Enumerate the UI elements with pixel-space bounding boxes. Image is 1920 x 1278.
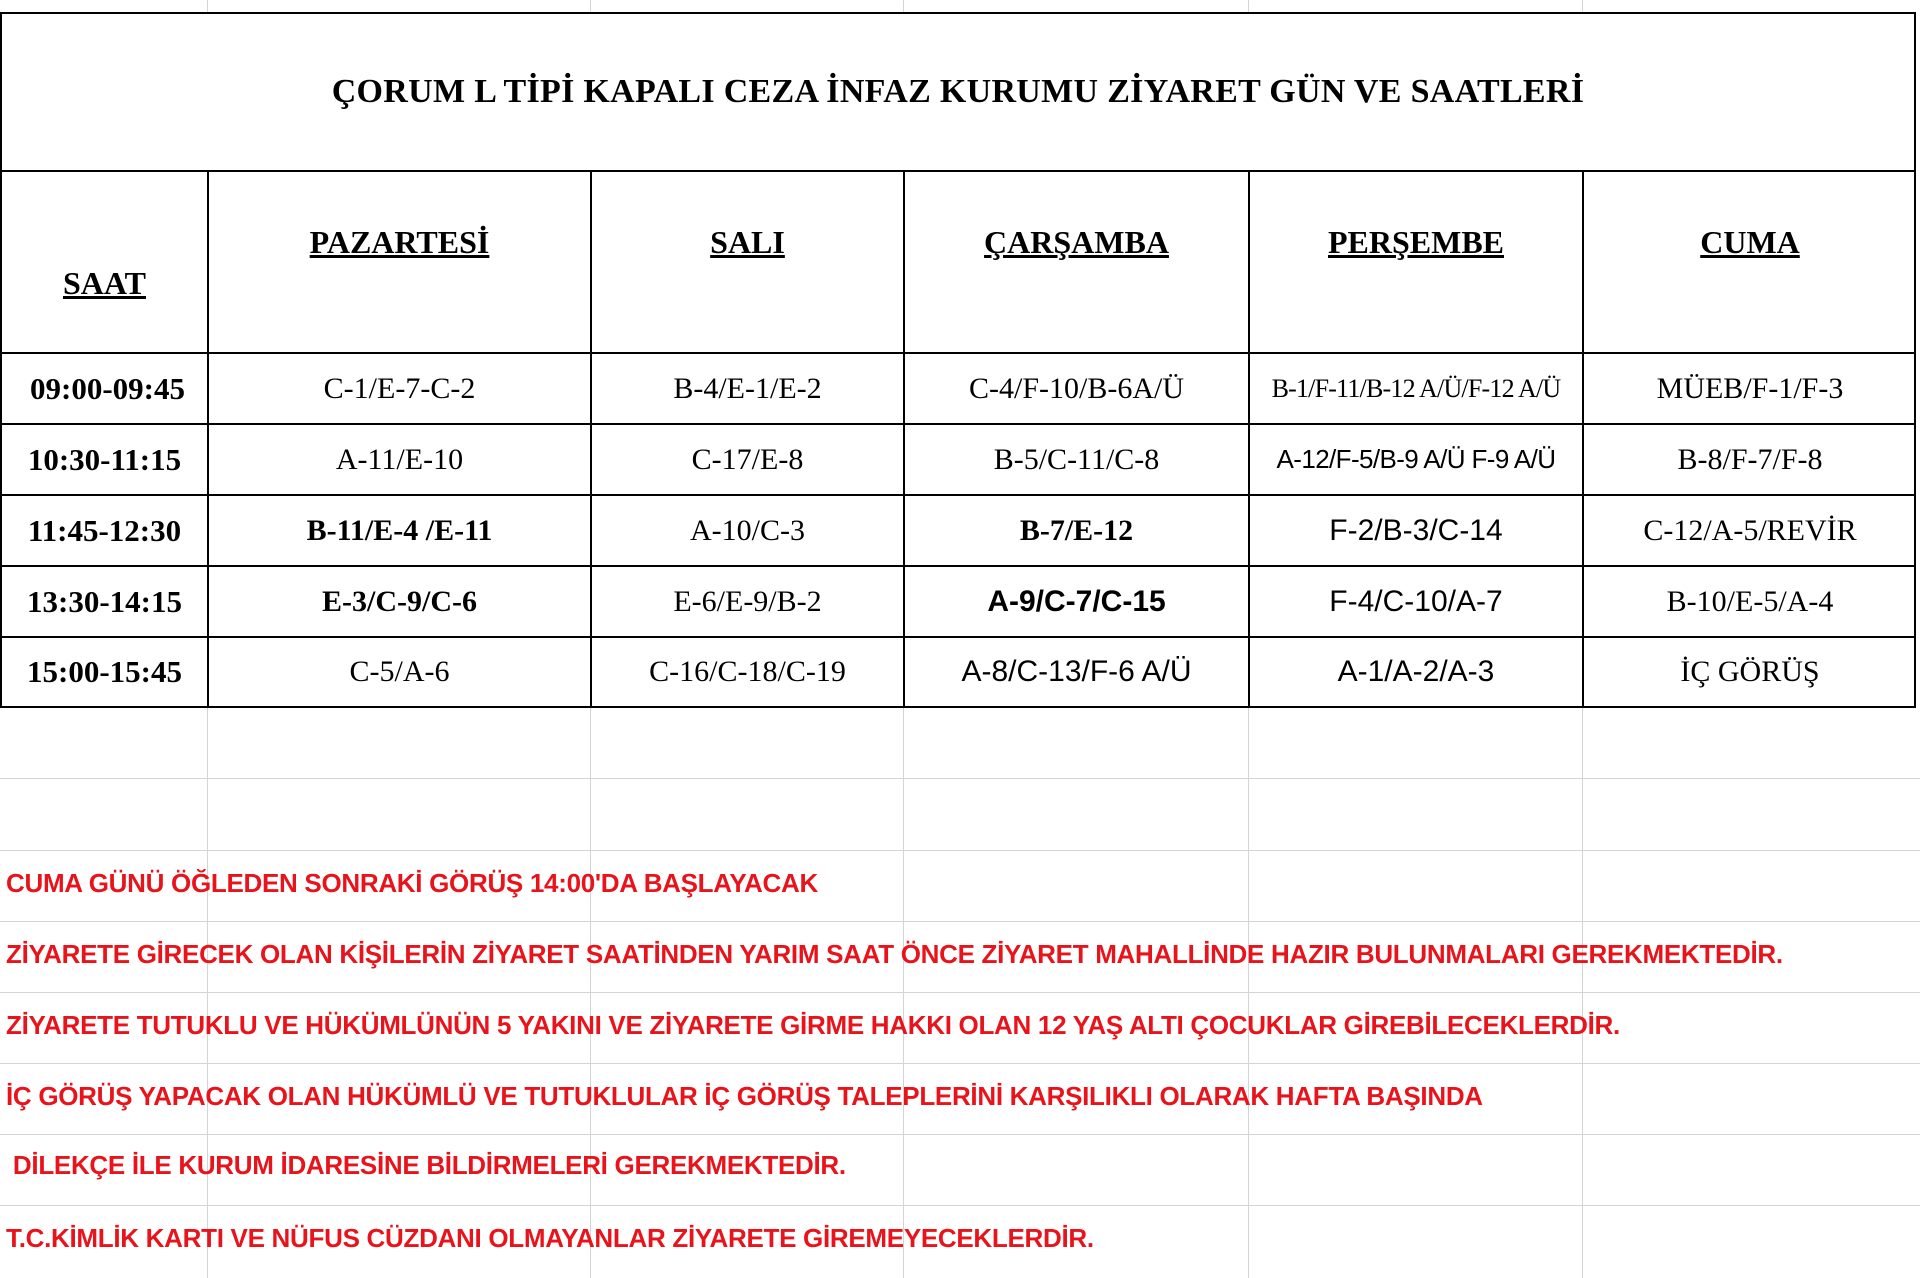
note-visitor-limit: ZİYARETE TUTUKLU VE HÜKÜMLÜNÜN 5 YAKINI VE ZİYARETE GİRME HAKKI OLAN 12 YAŞ ALTI ÇOCUKLAR GİREBİLECEKLERDİR. [6,1010,1620,1040]
schedule-cell: B-11/E-4 /E-11 [306,513,493,547]
schedule-cell: E-3/C-9/C-6 [322,584,477,618]
schedule-cell: A-11/E-10 [335,442,464,476]
header-day-wednesday: ÇARŞAMBA [984,223,1169,260]
note-petition: DİLEKÇE İLE KURUM İDARESİNE BİLDİRMELERİ GEREKMEKTEDİR. [6,1150,846,1180]
note-internal-visit: İÇ GÖRÜŞ YAPACAK OLAN HÜKÜMLÜ VE TUTUKLULAR İÇ GÖRÜŞ TALEPLERİNİ KARŞILIKLI OLARAK HAFTA BAŞINDA [6,1081,1483,1111]
header-time: SAAT [63,264,146,301]
header-day-monday: PAZARTESİ [309,223,490,260]
schedule-cell: B-10/E-5/A-4 [1666,584,1834,618]
gridline [0,1063,1920,1064]
schedule-cell: B-1/F-11/B-12 A/Ü/F-12 A/Ü [1271,373,1561,403]
note-friday-afternoon: CUMA GÜNÜ ÖĞLEDEN SONRAKİ GÖRÜŞ 14:00'DA BAŞLAYACAK [6,868,818,898]
schedule-cell: F-4/C-10/A-7 [1329,584,1503,618]
schedule-cell: A-1/A-2/A-3 [1337,655,1495,688]
schedule-cell: A-9/C-7/C-15 [987,584,1166,618]
time-slot: 09:00-09:45 [30,370,185,406]
schedule-cell: MÜEB/F-1/F-3 [1656,371,1844,405]
schedule-table [0,170,1916,708]
gridline [0,1134,1920,1135]
schedule-cell: C-17/E-8 [691,442,804,476]
schedule-cell: C-16/C-18/C-19 [649,655,846,688]
schedule-cell: A-12/F-5/B-9 A/Ü F-9 A/Ü [1276,444,1556,474]
gridline [0,778,1920,779]
gridline [0,992,1920,993]
schedule-cell: B-7/E-12 [1019,513,1134,547]
schedule-cell: C-4/F-10/B-6A/Ü [968,371,1184,405]
schedule-cell: F-2/B-3/C-14 [1329,513,1503,547]
title-box [0,12,1916,172]
schedule-cell: C-1/E-7-C-2 [323,371,476,405]
time-slot: 15:00-15:45 [27,654,182,689]
time-slot: 11:45-12:30 [27,512,182,548]
schedule-cell: B-4/E-1/E-2 [673,371,822,405]
schedule-cell: C-5/A-6 [349,655,450,688]
time-slot: 13:30-14:15 [27,583,182,619]
note-id-required: T.C.KİMLİK KARTI VE NÜFUS CÜZDANI OLMAYANLAR ZİYARETE GİREMEYECEKLERDİR. [6,1223,1094,1253]
schedule-cell: E-6/E-9/B-2 [673,584,822,618]
header-day-tuesday: SALI [710,223,785,260]
schedule-cell: A-10/C-3 [690,513,805,547]
schedule-cell: B-5/C-11/C-8 [993,442,1160,476]
gridline [0,921,1920,922]
schedule-cell: İÇ GÖRÜŞ [1680,655,1820,688]
schedule-cell: B-8/F-7/F-8 [1677,442,1823,476]
header-day-thursday: PERŞEMBE [1327,223,1505,260]
schedule-cell: C-12/A-5/REVİR [1643,513,1857,547]
gridline [0,1205,1920,1206]
gridline [0,850,1920,851]
schedule-cell: A-8/C-13/F-6 A/Ü [961,655,1192,688]
header-day-friday: CUMA [1700,223,1800,260]
page-title: ÇORUM L TİPİ KAPALI CEZA İNFAZ KURUMU ZİYARET GÜN VE SAATLERİ [331,73,1585,110]
note-arrival-time: ZİYARETE GİRECEK OLAN KİŞİLERİN ZİYARET SAATİNDEN YARIM SAAT ÖNCE ZİYARET MAHALLİNDE HAZIR BULUNMALARI GEREKMEKTEDİR. [6,939,1783,969]
time-slot: 10:30-11:15 [27,441,182,477]
